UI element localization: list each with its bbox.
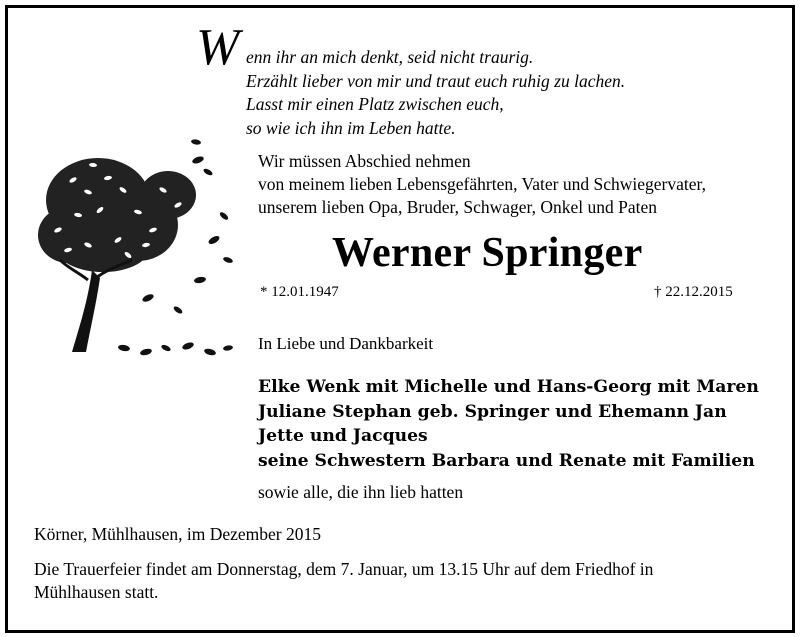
poem (246, 46, 625, 140)
announcement-line: von meinem lieben Lebensgefährten, Vater und Schwiegervater, (258, 174, 706, 194)
funeral-line: Die Trauerfeier findet am Donnerstag, dem 7. Januar, um 13.15 Uhr auf dem Friedhof in (34, 559, 654, 579)
announcement (258, 150, 706, 219)
poem-initial: W (196, 19, 240, 76)
funeral-notice (34, 558, 653, 604)
mourner-line: seine Schwestern Barbara und Renate mit Familien (258, 450, 755, 471)
windblown-tree-icon (28, 120, 248, 370)
mourners-intro: In Liebe und Dankbarkeit (258, 334, 434, 353)
place-date: Körner, Mühlhausen, im Dezember 2015 (34, 524, 321, 544)
deceased-name: Werner Springer (332, 230, 643, 276)
poem-line: so wie ich ihn im Leben hatte. (246, 117, 456, 138)
funeral-line: Mühlhausen statt. (34, 582, 159, 602)
mourner-line: Juliane Stephan geb. Springer und Ehemann Jan (258, 401, 727, 422)
mourners-list (258, 375, 759, 473)
birth-date: * 12.01.1947 (260, 284, 339, 300)
mourner-line: Elke Wenk mit Michelle und Hans-Georg mit Maren (258, 377, 759, 397)
poem-line: enn ihr an mich denkt, seid nicht traurig. (246, 47, 534, 67)
mourners-closing: sowie alle, die ihn lieb hatten (258, 482, 464, 502)
announcement-line: unserem lieben Opa, Bruder, Schwager, Onkel und Paten (258, 197, 658, 217)
mourner-line: Jette und Jacques (258, 426, 428, 446)
announcement-line: Wir müssen Abschied nehmen (258, 151, 471, 171)
death-date: † 22.12.2015 (654, 284, 733, 300)
poem-line: Lasst mir einen Platz zwischen euch, (246, 94, 504, 114)
poem-line: Erzählt lieber von mir und traut euch ruhig zu lachen. (246, 70, 626, 91)
